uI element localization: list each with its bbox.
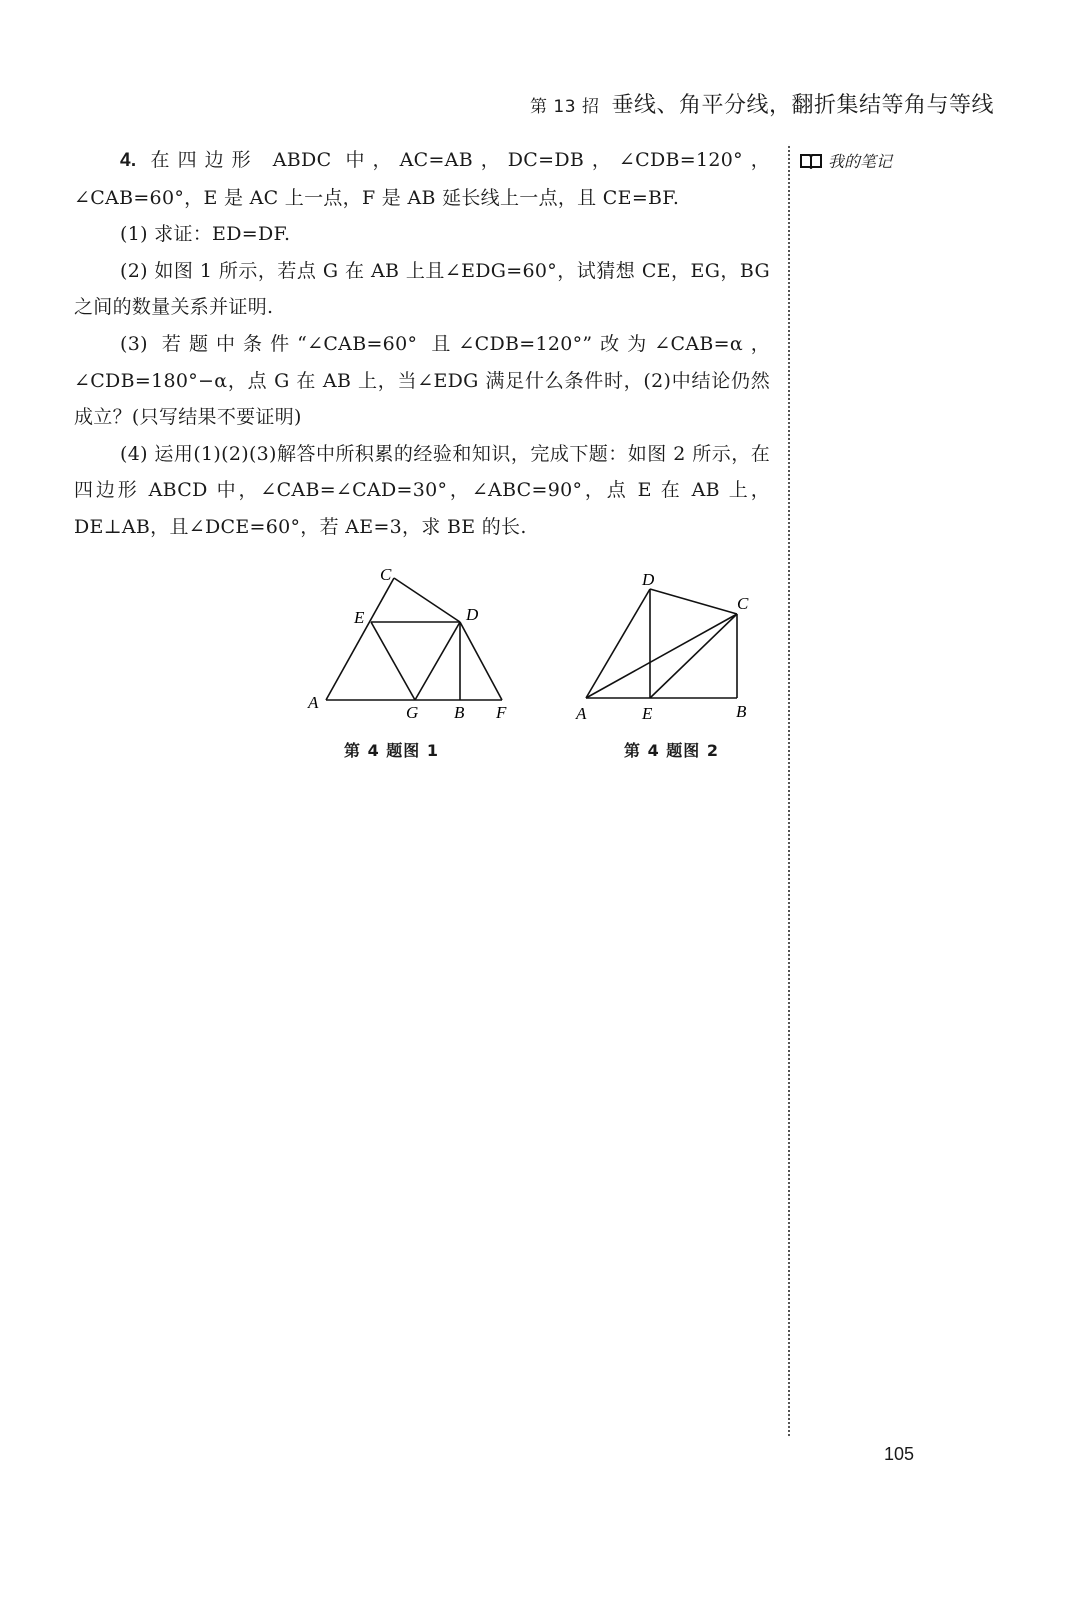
point-label-C: C (380, 565, 392, 584)
notes-divider (788, 146, 790, 1436)
page-header (530, 88, 994, 119)
chapter-label: 第 13 招 (530, 97, 600, 117)
segment-AC (586, 614, 737, 698)
figure-2-caption: 第 4 题图 2 (624, 741, 719, 760)
segment-DC (650, 589, 737, 614)
point-label-A: A (576, 704, 587, 723)
segment-CD (394, 578, 460, 622)
point-label-A: A (308, 693, 319, 712)
point-label-C: C (737, 594, 749, 613)
open-book-icon (800, 153, 822, 169)
chapter-title: 垂线、角平分线，翻折集结等角与等线 (611, 93, 994, 118)
problem-stem-text: 在四边形 ABDC 中，AC=AB，DC=DB，∠CDB=120°，∠CAB=60°，E 是 AC 上一点，F 是 AB 延长线上一点，且 CE=BF. (74, 149, 770, 209)
problem-part-2: (2) 如图 1 所示，若点 G 在 AB 上且∠EDG=60°，试猜想 CE，EG，BG 之间的数量关系并证明. (74, 259, 770, 319)
point-label-E: E (354, 608, 365, 627)
problem-number: 4. (120, 150, 137, 171)
problem-part-4: (4) 运用(1)(2)(3)解答中所积累的经验和知识，完成下题：如图 2 所示，在四边形 ABCD 中，∠CAB=∠CAD=30°，∠ABC=90°，点 E 在 AB 上，DE⊥AB，且∠DCE=60°，若 AE=3，求 BE 的长. (74, 442, 770, 538)
notes-label: 我的笔记 (828, 152, 893, 171)
problem-part-1: (1) 求证：ED=DF. (120, 223, 291, 246)
notes-header (800, 149, 892, 172)
point-label-D: D (642, 570, 655, 589)
segment-DF (460, 622, 502, 700)
problem-body (74, 142, 770, 546)
problem-part-3: (3) 若题中条件“∠CAB=60° 且∠CDB=120°”改为∠CAB=α，∠CDB=180°−α，点 G 在 AB 上，当∠EDG 满足什么条件时，(2)中结论仍然成立？(只写结果不要证明) (74, 332, 770, 429)
segment-DG (415, 622, 460, 700)
problem-stem (74, 142, 770, 216)
point-label-F: F (496, 703, 507, 722)
figure-1-caption: 第 4 题图 1 (344, 741, 439, 760)
figure-2 (570, 565, 770, 730)
figure-2-diagram (570, 565, 770, 730)
figure-1-diagram (300, 560, 530, 730)
point-label-E: E (642, 704, 653, 723)
segment-EG (371, 622, 415, 700)
segment-AD (586, 589, 650, 698)
segment-AC (326, 578, 394, 700)
point-label-B: B (454, 703, 465, 722)
page-number: 105 (884, 1444, 915, 1464)
point-label-B: B (736, 702, 747, 721)
figure-1 (300, 560, 530, 730)
point-label-D: D (466, 605, 479, 624)
point-label-G: G (406, 703, 419, 722)
